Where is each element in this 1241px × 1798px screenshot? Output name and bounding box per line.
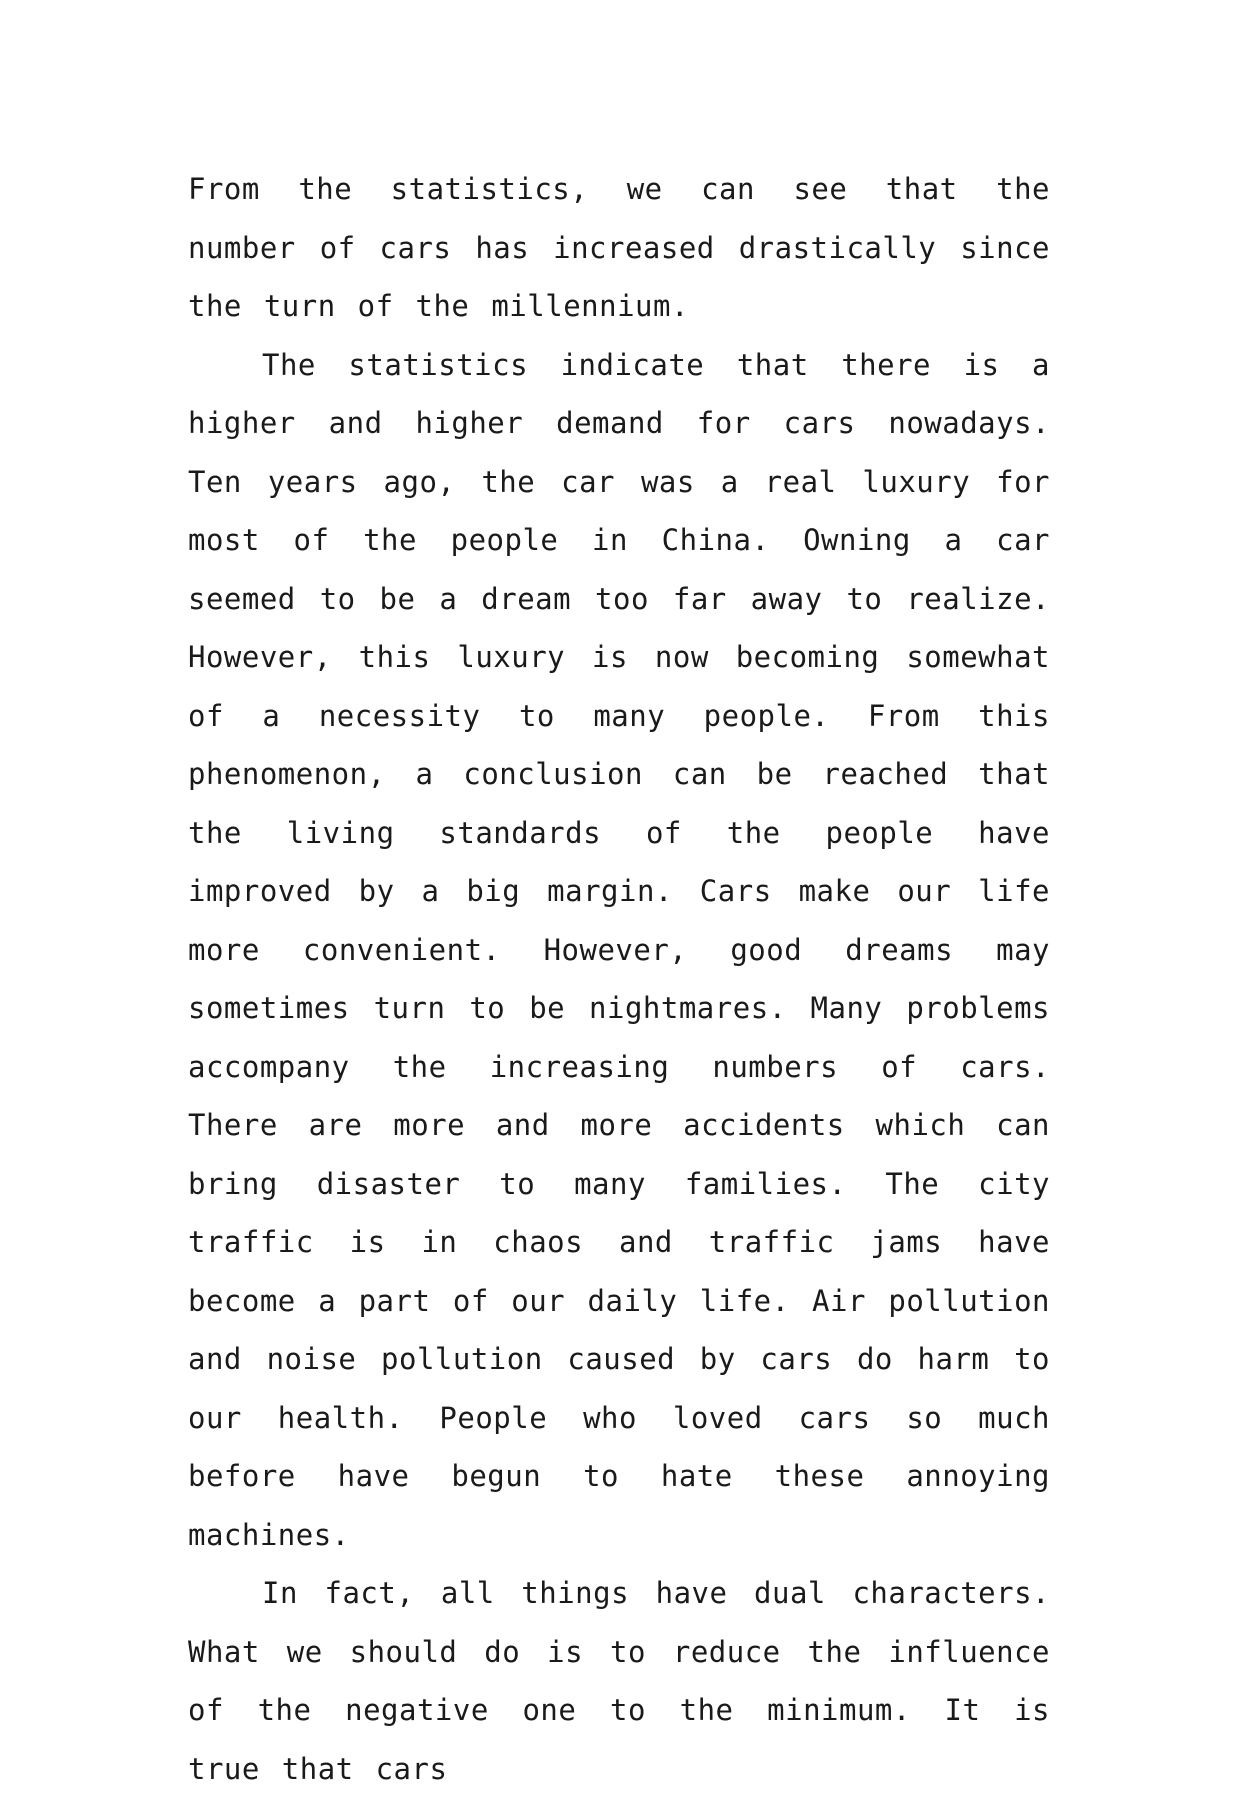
paragraph-2: The statistics indicate that there is a higher and higher demand for cars nowadays. Ten years ago, the car was a real luxury for most of the people in China. Owning a car seemed to be a dream too far away to realize. However, this luxury is now becoming somewhat of a necessity to many people. From this phenomenon, a conclusion can be reached that the living standards of the people have improved by a big margin. Cars make our life more convenient. However, good dreams may sometimes turn to be nightmares. Many problems accompany the increasing numbers of cars. There are more and more accidents which can bring disaster to many families. The city traffic is in chaos and traffic jams have become a part of our daily life. Air pollution and noise pollution caused by cars do harm to our health. People who loved cars so much before have begun to hate these annoying machines. [188,347,1050,1552]
paragraph-3: In fact, all things have dual characters. What we should do is to reduce the influence of the negative one to the minimum. It is true that cars [188,1576,1050,1786]
paragraph-1: From the statistics, we can see that the number of cars has increased drastically since the turn of the millennium. [188,172,1050,323]
document-body [188,160,1050,1798]
